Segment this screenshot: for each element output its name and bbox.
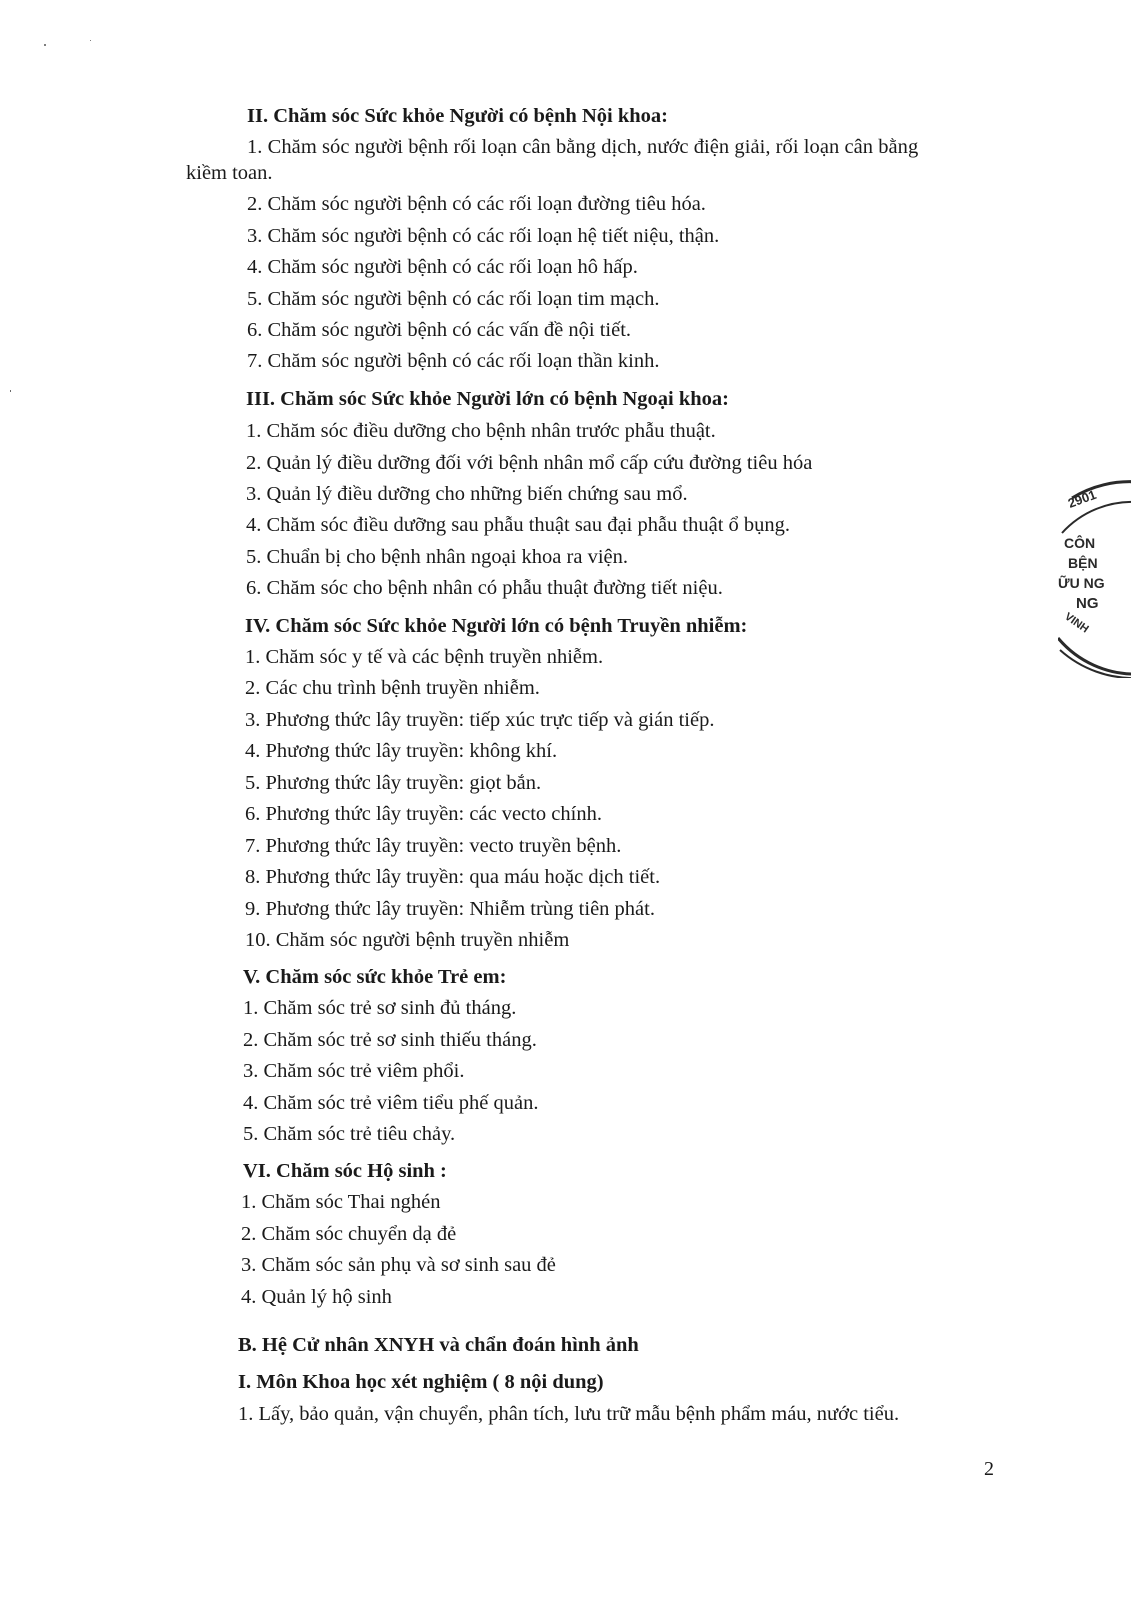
section-heading: V. Chăm sóc sức khỏe Trẻ em: bbox=[243, 966, 507, 988]
list-item: 1. Chăm sóc Thai nghén bbox=[241, 1191, 441, 1213]
scan-speck bbox=[44, 44, 46, 46]
list-item: 4. Chăm sóc trẻ viêm tiểu phế quản. bbox=[243, 1092, 539, 1114]
svg-text:2901: 2901 bbox=[1065, 486, 1099, 511]
list-item-continuation: kiềm toan. bbox=[186, 162, 273, 184]
list-item: 9. Phương thức lây truyền: Nhiễm trùng tiên phát. bbox=[245, 898, 655, 920]
list-item: 8. Phương thức lây truyền: qua máu hoặc dịch tiết. bbox=[245, 866, 661, 888]
section-heading: III. Chăm sóc Sức khỏe Người lớn có bệnh Ngoại khoa: bbox=[246, 388, 730, 410]
list-item: 4. Phương thức lây truyền: không khí. bbox=[245, 740, 558, 762]
page-number: 2 bbox=[984, 1458, 994, 1480]
svg-text:BỆN: BỆN bbox=[1068, 555, 1098, 571]
section-heading: VI. Chăm sóc Hộ sinh : bbox=[243, 1160, 447, 1182]
list-item: 4. Chăm sóc điều dưỡng sau phẫu thuật sau đại phẫu thuật ổ bụng. bbox=[246, 514, 791, 536]
list-item: 6. Chăm sóc người bệnh có các vấn đề nội tiết. bbox=[247, 319, 632, 341]
svg-text:NG: NG bbox=[1076, 595, 1099, 612]
list-item: 1. Chăm sóc trẻ sơ sinh đủ tháng. bbox=[243, 997, 517, 1019]
list-item: 5. Chăm sóc trẻ tiêu chảy. bbox=[243, 1123, 456, 1145]
list-item: 3. Quản lý điều dưỡng cho những biến chứng sau mổ. bbox=[246, 483, 688, 505]
list-item: 2. Quản lý điều dưỡng đối với bệnh nhân mổ cấp cứu đường tiêu hóa bbox=[246, 452, 813, 474]
svg-text:ỮU NG: ỮU NG bbox=[1058, 575, 1105, 591]
section-heading: B. Hệ Cử nhân XNYH và chẩn đoán hình ảnh bbox=[238, 1334, 639, 1356]
list-item: 4. Chăm sóc người bệnh có các rối loạn hô hấp. bbox=[247, 256, 638, 278]
list-item: 6. Phương thức lây truyền: các vecto chính. bbox=[245, 803, 602, 825]
list-item: 3. Chăm sóc trẻ viêm phổi. bbox=[243, 1060, 465, 1082]
list-item: 1. Chăm sóc người bệnh rối loạn cân bằng dịch, nước điện giải, rối loạn cân bằng bbox=[247, 136, 919, 158]
list-item: 5. Chuẩn bị cho bệnh nhân ngoại khoa ra viện. bbox=[246, 546, 629, 568]
list-item: 2. Các chu trình bệnh truyền nhiễm. bbox=[245, 677, 540, 699]
list-item: 2. Chăm sóc trẻ sơ sinh thiếu tháng. bbox=[243, 1029, 537, 1051]
list-item: 1. Chăm sóc y tế và các bệnh truyền nhiễm. bbox=[245, 646, 604, 668]
list-item: 3. Chăm sóc người bệnh có các rối loạn hệ tiết niệu, thận. bbox=[247, 225, 720, 247]
scan-speck bbox=[10, 390, 11, 392]
list-item: 7. Phương thức lây truyền: vecto truyền bệnh. bbox=[245, 835, 622, 857]
list-item: 7. Chăm sóc người bệnh có các rối loạn thần kinh. bbox=[247, 350, 660, 372]
list-item: 6. Chăm sóc cho bệnh nhân có phẫu thuật đường tiết niệu. bbox=[246, 577, 723, 599]
svg-text:CÔN: CÔN bbox=[1064, 535, 1096, 551]
list-item: 3. Phương thức lây truyền: tiếp xúc trực tiếp và gián tiếp. bbox=[245, 709, 715, 731]
stamp-graphic bbox=[1058, 478, 1131, 678]
scan-speck bbox=[90, 40, 91, 41]
svg-text:VINH: VINH bbox=[1062, 610, 1091, 636]
list-item: 2. Chăm sóc người bệnh có các rối loạn đường tiêu hóa. bbox=[247, 193, 706, 215]
list-item: 5. Chăm sóc người bệnh có các rối loạn tim mạch. bbox=[247, 288, 660, 310]
list-item: 10. Chăm sóc người bệnh truyền nhiễm bbox=[245, 929, 570, 951]
section-heading: IV. Chăm sóc Sức khỏe Người lớn có bệnh Truyền nhiễm: bbox=[245, 615, 748, 637]
section-heading: I. Môn Khoa học xét nghiệm ( 8 nội dung) bbox=[238, 1371, 604, 1393]
list-item: 4. Quản lý hộ sinh bbox=[241, 1286, 392, 1308]
list-item: 2. Chăm sóc chuyển dạ đẻ bbox=[241, 1223, 457, 1245]
list-item: 1. Chăm sóc điều dưỡng cho bệnh nhân trước phẫu thuật. bbox=[246, 420, 716, 442]
list-item: 5. Phương thức lây truyền: giọt bắn. bbox=[245, 772, 542, 794]
list-item: 1. Lấy, bảo quản, vận chuyển, phân tích, lưu trữ mẫu bệnh phẩm máu, nước tiểu. bbox=[238, 1403, 900, 1425]
official-stamp bbox=[1058, 478, 1131, 678]
list-item: 3. Chăm sóc sản phụ và sơ sinh sau đẻ bbox=[241, 1254, 556, 1276]
section-heading: II. Chăm sóc Sức khỏe Người có bệnh Nội khoa: bbox=[247, 105, 668, 127]
